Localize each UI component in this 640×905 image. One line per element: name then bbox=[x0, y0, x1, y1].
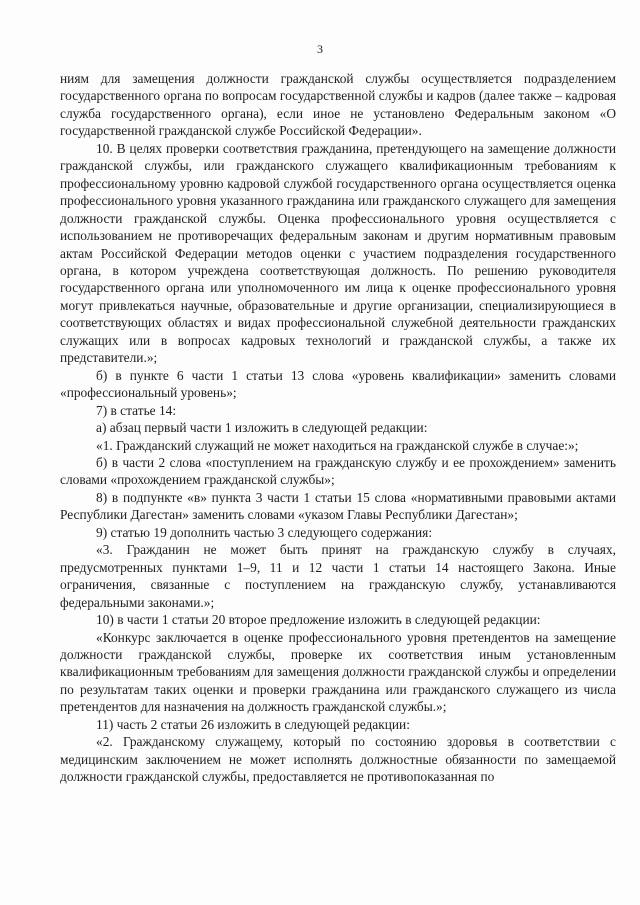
document-body bbox=[60, 70, 616, 786]
paragraph-item-7: 7) в статье 14: bbox=[96, 402, 177, 418]
paragraph-item-6b: б) в пункте 6 части 1 статьи 13 слова «уровень квалификации» заменить словами «профессиональный уровень»; bbox=[60, 367, 616, 401]
paragraph-item-9: 9) статью 19 дополнить частью 3 следующего содержания: bbox=[96, 524, 433, 540]
page-number: 3 bbox=[317, 42, 323, 56]
paragraph-item-7b: б) в части 2 слова «поступлением на гражданскую службу и ее прохождением» заменить словами «прохождением гражданской службы»; bbox=[60, 454, 616, 488]
paragraph-continuation: ниям для замещения должности гражданской службы осуществляется подразделением государственного органа по вопросам государственной службы и кадров (далее также – кадровая служба государственного органа), если иное не установлено Федеральным законом «О государственной гражданской службе Российской Федерации». bbox=[60, 71, 616, 139]
paragraph-item-10: 10. В целях проверки соответствия гражданина, претендующего на замещение должности гражданской службы, или гражданского служащего квалификационным требованиям к профессиональному уровню кадровой службой государственного органа осуществляется оценка профессионального уровня указанного гражданина или гражданского служащего для замещения должности гражданской службы. Оценка профессионального уровня осуществляется с использованием не противоречащих федеральным законам и другим нормативным правовым актам Российской Федерации методов оценки с участием подразделения государственного органа, в котором учреждена соответствующая должность. По решению руководителя государственного органа или уполномоченного им лица к оценке профессионального уровня могут привлекаться научные, образовательные и другие организации, специализирующиеся в соответствующих областях и видах профессиональной служебной деятельности гражданских служащих или в вопросах кадровых технологий и гражданской службы, а также их представители.»; bbox=[60, 140, 616, 366]
paragraph-quote-1: «1. Гражданский служащий не может находиться на гражданской службе в случае:»; bbox=[96, 437, 579, 453]
paragraph-quote-2: «2. Гражданскому служащему, который по состоянию здоровья в соответствии с медицинским заключением не может исполнять должностные обязанности по замещаемой должности гражданской службы, предоставляется не противопоказанная по bbox=[60, 734, 616, 785]
paragraph-item-7a: а) абзац первый части 1 изложить в следующей редакции: bbox=[96, 420, 428, 436]
paragraph-item-11: 11) часть 2 статьи 26 изложить в следующей редакции: bbox=[96, 716, 410, 732]
paragraph-item-8: 8) в подпункте «в» пункта 3 части 1 статьи 15 слова «нормативными правовыми актами Республики Дагестан» заменить словами «указом Главы Республики Дагестан»; bbox=[60, 489, 616, 523]
paragraph-quote-contest: «Конкурс заключается в оценке профессионального уровня претендентов на замещение должности гражданской службы, проверке их соответствия иным установленным квалификационным требованиям для замещения должности гражданской службы и определении по результатам таких оценки и проверки гражданина или гражданского служащего из числа претендентов для назначения на должность гражданской службы.»; bbox=[60, 629, 616, 715]
paragraph-item-10-amend: 10) в части 1 статьи 20 второе предложение изложить в следующей редакции: bbox=[96, 612, 541, 628]
paragraph-quote-3: «3. Гражданин не может быть принят на гражданскую службу в случаях, предусмотренных пунктами 1–9, 11 и 12 части 1 статьи 14 настоящего Закона. Иные ограничения, связанные с поступлением на гражданскую службу, устанавливаются федеральными законами.»; bbox=[60, 542, 616, 610]
